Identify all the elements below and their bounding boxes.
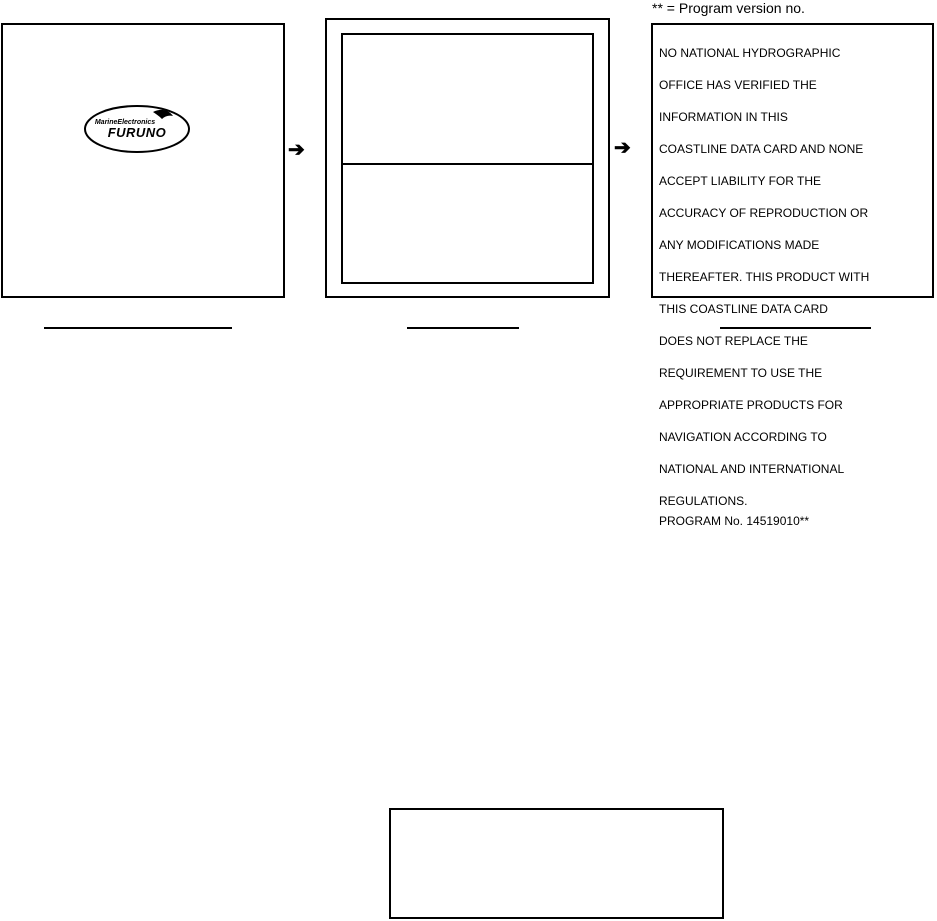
disclaimer-line: REQUIREMENT TO USE THE [659,366,823,380]
disclaimer-screen [651,23,934,528]
program-version-note: ** = Program version no. [652,0,805,16]
disclaimer-line: NAVIGATION ACCORDING TO [659,430,827,444]
disclaimer-line: DOES NOT REPLACE THE [659,334,808,348]
logo-brand-text: FURUNO [107,125,167,140]
bottom-screen [389,808,724,919]
logo-small-text: MarineElectronics [94,119,156,126]
program-number: PROGRAM No. 14519010** [659,514,810,528]
caption-underline [720,327,871,329]
disclaimer-line: THIS COASTLINE DATA CARD [659,302,828,316]
disclaimer-line: NO NATIONAL HYDROGRAPHIC [659,46,841,60]
disclaimer-line: THEREAFTER. THIS PRODUCT WITH [659,270,870,284]
disclaimer-line: REGULATIONS. [659,494,748,508]
arrow-right-icon: ➔ [614,137,631,159]
disclaimer-line: APPROPRIATE PRODUCTS FOR [659,398,843,412]
disclaimer-line: NATIONAL AND INTERNATIONAL [659,462,845,476]
inner-frame [341,33,594,284]
startup-logo-screen [1,23,285,298]
horizontal-divider [343,163,592,165]
disclaimer-line: ANY MODIFICATIONS MADE [659,238,820,252]
caption-underline [44,327,232,329]
disclaimer-line: OFFICE HAS VERIFIED THE [659,78,817,92]
disclaimer-line: ACCURACY OF REPRODUCTION OR [659,206,869,220]
disclaimer-line: COASTLINE DATA CARD AND NONE [659,142,864,156]
caption-underline [407,327,519,329]
disclaimer-text [659,29,932,509]
disclaimer-line: ACCEPT LIABILITY FOR THE [659,174,822,188]
startup-split-screen [325,18,610,298]
disclaimer-line: INFORMATION IN THIS [659,110,788,124]
arrow-right-icon: ➔ [288,139,305,161]
furuno-logo [83,104,191,154]
